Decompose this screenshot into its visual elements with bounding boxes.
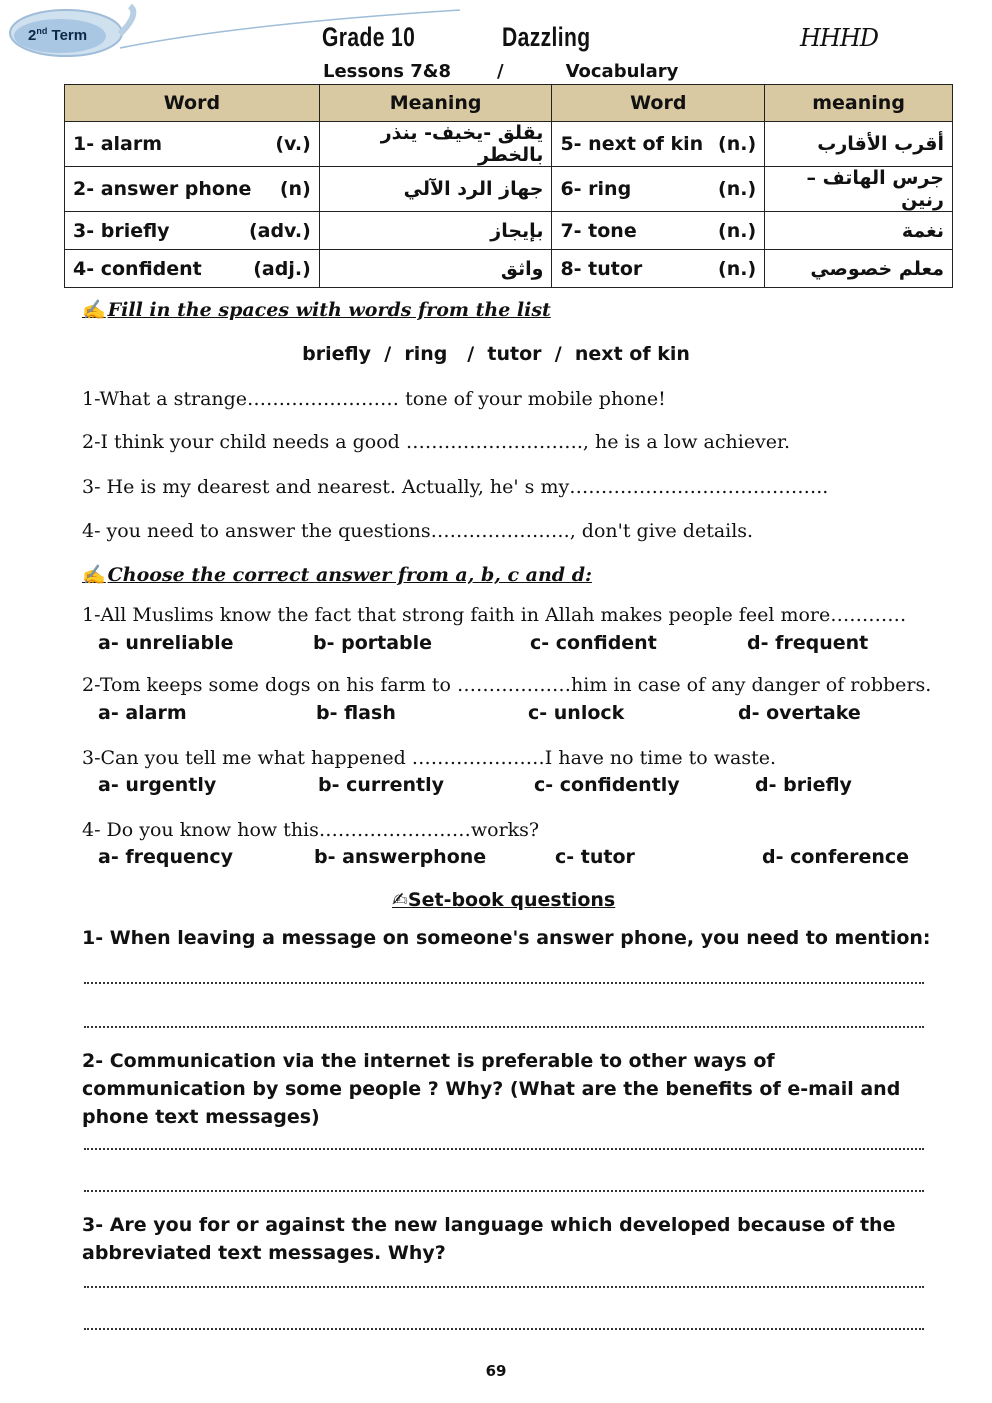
vocab-meaning: جرس الهاتف – رنين bbox=[765, 167, 953, 212]
vocab-word: 5- next of kin bbox=[560, 133, 704, 155]
setbook-question-2 bbox=[82, 1047, 900, 1131]
mcq-question: 4- Do you know how this……………………works? bbox=[82, 819, 540, 841]
vocab-row bbox=[65, 212, 953, 250]
mcq-option: a- unreliable bbox=[98, 632, 234, 654]
setbook-question-1: 1- When leaving a message on someone's answer phone, you need to mention: bbox=[82, 927, 931, 949]
writing-hand-icon: ✍ bbox=[82, 564, 106, 586]
lessons-subtitle bbox=[323, 61, 678, 82]
vocab-meaning: بإيجاز bbox=[319, 212, 552, 250]
question-line: phone text messages) bbox=[82, 1106, 320, 1128]
author-logo: HHHD bbox=[800, 24, 879, 52]
mcq-option: b- answerphone bbox=[314, 846, 487, 868]
term-label: 2nd Term bbox=[28, 26, 88, 44]
vocab-pos: (n.) bbox=[718, 133, 757, 155]
mcq-option: c- confident bbox=[530, 632, 657, 654]
fill-sentence: 3- He is my dearest and nearest. Actually, he' s my………………………………….. bbox=[82, 476, 829, 498]
vocab-word: 8- tutor bbox=[560, 257, 643, 280]
vocab-pos: (n.) bbox=[718, 178, 757, 200]
vocab-word: 7- tone bbox=[560, 219, 637, 242]
mcq-option: b- currently bbox=[318, 774, 445, 796]
vocab-pos: (adv.) bbox=[248, 219, 311, 242]
mcq-question: 3-Can you tell me what happened …………………I have no time to waste. bbox=[82, 747, 777, 769]
mcq-option: a- frequency bbox=[98, 846, 234, 868]
vocab-pos: (n.) bbox=[718, 219, 757, 242]
question-line: 3- Are you for or against the new language which developed because of the bbox=[82, 1214, 896, 1236]
vocab-pos: (n) bbox=[279, 178, 311, 200]
mcq-option: c- tutor bbox=[555, 846, 635, 868]
writing-hand-icon: ✍ bbox=[392, 889, 408, 911]
col-header-meaning-2: meaning bbox=[765, 85, 953, 122]
vocab-row bbox=[65, 250, 953, 288]
col-header-word-2: Word bbox=[552, 85, 765, 122]
vocab-word: 6- ring bbox=[560, 178, 632, 200]
fill-sentence: 1-What a strange…………………… tone of your mobile phone! bbox=[82, 388, 666, 410]
vocab-row bbox=[65, 167, 953, 212]
vocab-row bbox=[65, 122, 953, 167]
mcq-option: b- flash bbox=[316, 702, 396, 724]
vocab-meaning: أقرب الأقارب bbox=[765, 122, 953, 167]
mcq-option: d- overtake bbox=[738, 702, 861, 724]
answer-line[interactable] bbox=[84, 1148, 924, 1150]
vocab-header-row bbox=[65, 85, 953, 122]
mcq-question: 2-Tom keeps some dogs on his farm to ………………him in case of any danger of robbers. bbox=[82, 674, 932, 696]
vocab-pos: (n.) bbox=[718, 257, 757, 280]
vocab-meaning: واثق bbox=[319, 250, 552, 288]
mcq-heading bbox=[82, 563, 592, 586]
question-line: 2- Communication via the internet is preferable to other ways of bbox=[82, 1050, 775, 1072]
mcq-question: 1-All Muslims know the fact that strong faith in Allah makes people feel more………… bbox=[82, 604, 907, 626]
vocab-meaning: يقلق -يخيف- ينذر بالخطر bbox=[319, 122, 552, 167]
fill-sentence: 4- you need to answer the questions…………………., don't give details. bbox=[82, 520, 754, 542]
subtitle-slash: / bbox=[497, 61, 504, 82]
fill-heading-text: Fill in the spaces with words from the list bbox=[107, 299, 551, 321]
mcq-option: b- portable bbox=[313, 632, 433, 654]
answer-line[interactable] bbox=[84, 982, 924, 984]
mcq-option: c- confidently bbox=[534, 774, 680, 796]
vocab-word: 1- alarm bbox=[73, 133, 163, 155]
fill-heading bbox=[82, 298, 551, 321]
vocab-word: 2- answer phone bbox=[73, 178, 252, 200]
mcq-option: d- frequent bbox=[747, 632, 869, 654]
mcq-option: d- conference bbox=[762, 846, 910, 868]
mcq-option: a- urgently bbox=[98, 774, 217, 796]
setbook-heading bbox=[392, 889, 615, 911]
topic-label: Vocabulary bbox=[565, 61, 679, 82]
fill-sentence: 2-I think your child needs a good ………………………., he is a low achiever. bbox=[82, 431, 791, 453]
vocab-meaning: نغمة bbox=[765, 212, 953, 250]
vocab-table bbox=[64, 84, 953, 288]
lessons-label: Lessons 7&8 bbox=[323, 61, 452, 82]
mcq-heading-text: Choose the correct answer from a, b, c and d: bbox=[107, 564, 592, 586]
col-header-meaning: Meaning bbox=[319, 85, 552, 122]
writing-hand-icon: ✍ bbox=[82, 299, 106, 321]
answer-line[interactable] bbox=[84, 1190, 924, 1192]
question-line: abbreviated text messages. Why? bbox=[82, 1242, 446, 1264]
page-number: 69 bbox=[485, 1362, 507, 1380]
setbook-question-3 bbox=[82, 1211, 895, 1267]
vocab-meaning: معلم خصوصي bbox=[765, 250, 953, 288]
vocab-pos: (v.) bbox=[275, 133, 311, 155]
mcq-option: a- alarm bbox=[98, 702, 187, 724]
vocab-pos: (adj.) bbox=[253, 257, 311, 280]
grade-title: Grade 10 bbox=[322, 22, 416, 52]
vocab-meaning: جهاز الرد الآلي bbox=[319, 167, 552, 212]
mcq-option: d- briefly bbox=[755, 774, 852, 796]
setbook-heading-text: Set-book questions bbox=[407, 889, 616, 911]
book-title: Dazzling bbox=[502, 22, 591, 52]
mcq-option: c- unlock bbox=[528, 702, 625, 724]
col-header-word: Word bbox=[65, 85, 320, 122]
question-line: communication by some people ? Why? (What are the benefits of e-mail and bbox=[82, 1078, 901, 1100]
answer-line[interactable] bbox=[84, 1026, 924, 1028]
word-list: briefly / ring / tutor / next of kin bbox=[302, 343, 690, 365]
vocab-word: 4- confident bbox=[73, 257, 202, 280]
vocab-word: 3- briefly bbox=[73, 219, 170, 242]
answer-line[interactable] bbox=[84, 1286, 924, 1288]
answer-line[interactable] bbox=[84, 1328, 924, 1330]
